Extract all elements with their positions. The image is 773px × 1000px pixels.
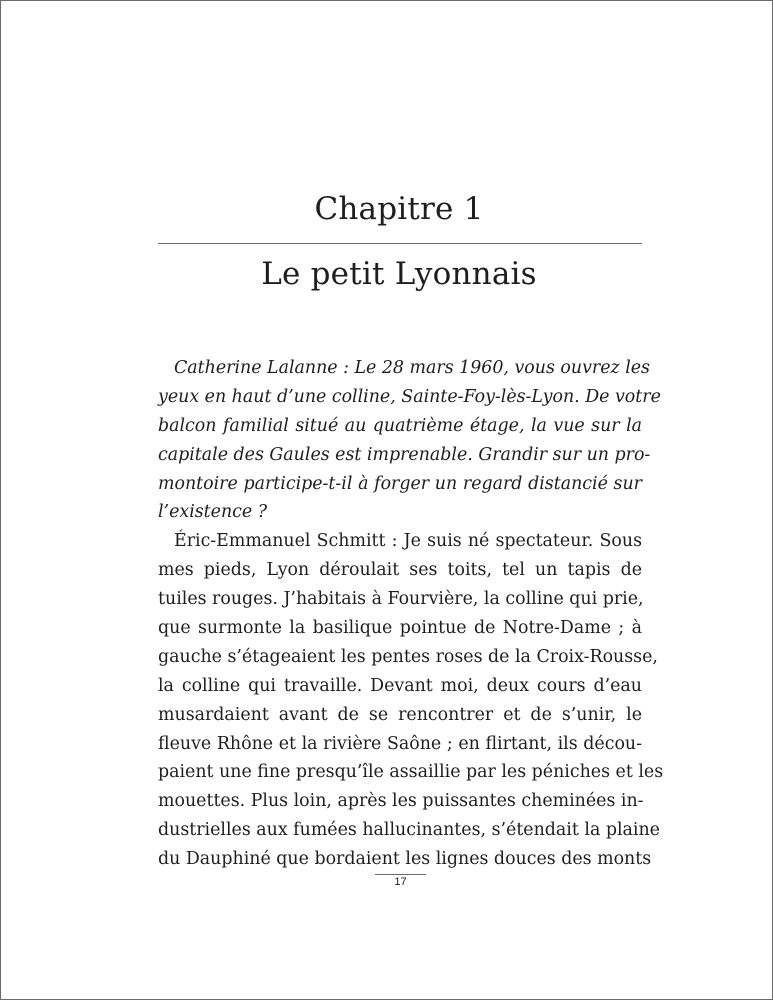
text-line: tuiles rouges. J’habitais à Fourvière, la colline qui prie, [158, 589, 644, 610]
chapter-title: Le petit Lyonnais [261, 256, 537, 292]
text-line: du Dauphiné que bordaient les lignes douces des monts [158, 849, 652, 870]
text-line: mes pieds, Lyon déroulait ses toits, tel un tapis de [158, 560, 642, 581]
text-line: gauche s’étageaient les pentes roses de la Croix-Rousse, [158, 646, 658, 667]
interview-question-paragraph [158, 354, 661, 527]
text-line: montoire participe-t-il à forger un regard distancié sur [158, 473, 642, 494]
text-line: mouettes. Plus loin, après les puissantes cheminées in- [158, 791, 644, 812]
text-line: Éric-Emmanuel Schmitt : Je suis né spectateur. Sous [174, 531, 642, 552]
text-line: musardaient avant de se rencontrer et de s’unir, le [158, 704, 642, 725]
text-line: que surmonte la basilique pointue de Notre-Dame ; à [158, 618, 642, 639]
text-line: capitale des Gaules est imprenable. Grandir sur un pro- [158, 444, 651, 465]
text-line: l’existence ? [158, 502, 268, 523]
chapter-number: Chapitre 1 [314, 191, 484, 227]
text-line: paient une fine presqu’île assaillie par les péniches et les [158, 762, 664, 783]
text-line: fleuve Rhône et la rivière Saône ; en flirtant, ils décou- [158, 733, 642, 754]
text-line: la colline qui travaille. Devant moi, deux cours d’eau [158, 675, 642, 696]
text-line: yeux en haut d’une colline, Sainte-Foy-lès-Lyon. De votre [158, 386, 661, 407]
interview-answer-paragraph [158, 527, 664, 874]
chapter-divider [158, 243, 642, 244]
text-line: dustrielles aux fumées hallucinantes, s’étendait la plaine [158, 820, 660, 841]
body-text [158, 354, 664, 874]
page-number: 17 [394, 876, 407, 888]
text-line: Catherine Lalanne : Le 28 mars 1960, vous ouvrez les [174, 358, 650, 378]
text-line: balcon familial situé au quatrième étage, la vue sur la [158, 415, 642, 436]
